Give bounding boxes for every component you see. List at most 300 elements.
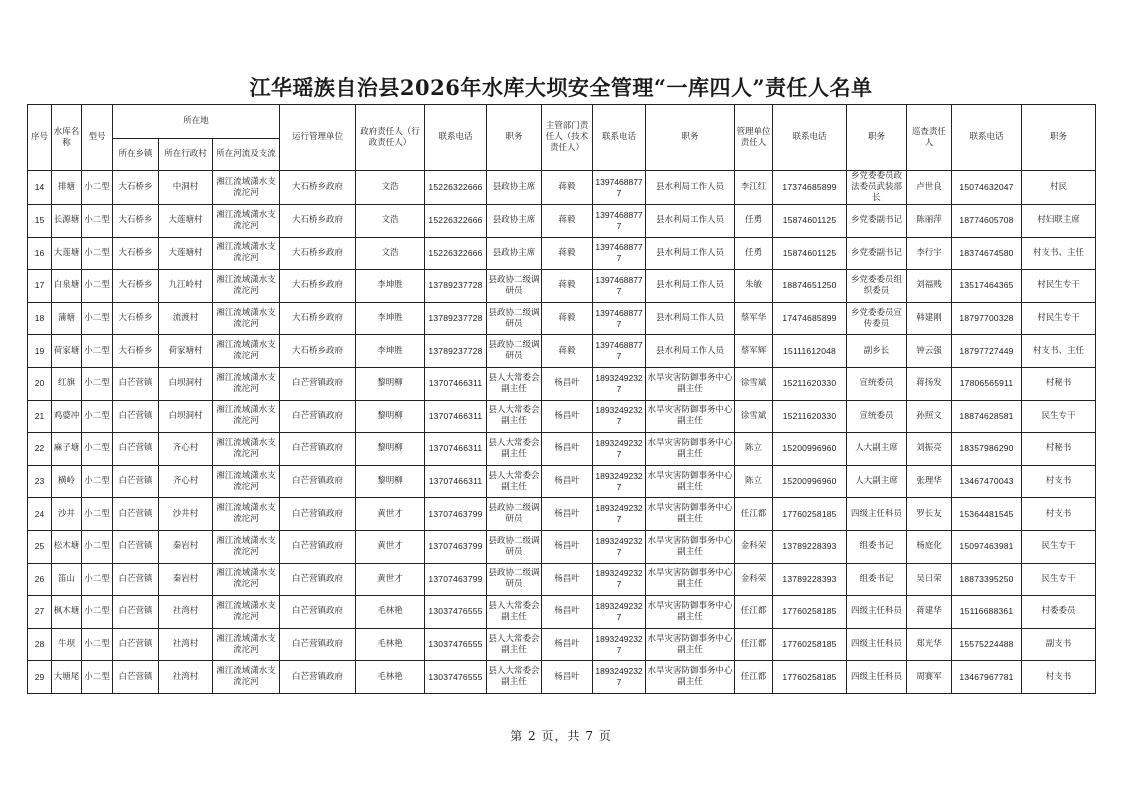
cell-mgmt-title: 人大副主席 [847,465,907,498]
page-footer: 第 2 页，共 7 页 [510,729,612,743]
cell-type: 小二型 [82,530,113,563]
cell-patrol-person: 刘振亮 [907,433,952,466]
cell-dept-phone: 13974688777 [593,335,646,368]
header-river: 所在河流及支流 [213,139,280,171]
header-operator: 运行管理单位 [280,105,356,171]
cell-reservoir-name: 长源塘 [52,205,82,238]
cell-mgmt-title: 副乡长 [847,335,907,368]
cell-gov-title: 县政协二级调研员 [487,270,542,303]
cell-mgmt-person: 徐雪斌 [735,367,773,400]
header-title-2: 职务 [646,105,735,171]
cell-seq: 18 [28,302,52,335]
cell-township: 白芒营镇 [113,628,159,661]
cell-patrol-phone: 18874628581 [952,400,1022,433]
cell-patrol-title: 村民生专干 [1022,302,1096,335]
cell-gov-phone: 15226322666 [425,237,487,270]
cell-dept-title: 水旱灾害防御事务中心副主任 [646,498,735,531]
cell-gov-person: 黎明柳 [356,433,425,466]
header-township: 所在乡镇 [113,139,159,171]
cell-dept-person: 杨昌叶 [542,530,593,563]
cell-village: 流渡村 [159,302,213,335]
cell-mgmt-person: 任勇 [735,237,773,270]
cell-gov-person: 黎明柳 [356,465,425,498]
cell-village: 社湾村 [159,661,213,694]
cell-operator: 白芒营镇政府 [280,400,356,433]
cell-mgmt-phone: 17760258185 [773,628,847,661]
cell-village: 社湾村 [159,596,213,629]
cell-gov-title: 县政协主席 [487,237,542,270]
cell-seq: 26 [28,563,52,596]
cell-patrol-title: 村妇联主席 [1022,205,1096,238]
cell-river: 湘江流域潇水支流沱河 [213,302,280,335]
table-row [28,171,1096,205]
cell-river: 湘江流域潇水支流沱河 [213,530,280,563]
cell-gov-phone: 13037476555 [425,628,487,661]
cell-type: 小二型 [82,205,113,238]
cell-dept-person: 蒋毅 [542,270,593,303]
cell-type: 小二型 [82,270,113,303]
cell-river: 湘江流域潇水支流沱河 [213,335,280,368]
cell-patrol-phone: 15116688361 [952,596,1022,629]
cell-village: 白坝洞村 [159,367,213,400]
cell-seq: 21 [28,400,52,433]
cell-mgmt-person: 任江都 [735,596,773,629]
cell-patrol-phone: 15074632047 [952,171,1022,205]
cell-gov-person: 李坤胜 [356,270,425,303]
cell-mgmt-person: 任江都 [735,661,773,694]
cell-type: 小二型 [82,237,113,270]
cell-mgmt-phone: 15211620330 [773,400,847,433]
cell-gov-person: 毛林艳 [356,661,425,694]
cell-type: 小二型 [82,367,113,400]
cell-patrol-title: 村民生专干 [1022,270,1096,303]
cell-patrol-phone: 17806565911 [952,367,1022,400]
table-row [28,596,1096,629]
cell-patrol-person: 杨庭化 [907,530,952,563]
cell-reservoir-name: 排塘 [52,171,82,205]
cell-village: 白坝洞村 [159,400,213,433]
cell-township: 大石桥乡 [113,237,159,270]
cell-dept-title: 水旱灾害防御事务中心副主任 [646,400,735,433]
responsibility-table [27,104,1096,694]
cell-dept-title: 县水利局工作人员 [646,270,735,303]
cell-village: 秦岩村 [159,530,213,563]
cell-river: 湘江流域潇水支流沱河 [213,465,280,498]
cell-township: 白芒营镇 [113,498,159,531]
header-village: 所在行政村 [159,139,213,171]
cell-type: 小二型 [82,400,113,433]
cell-gov-title: 县政协二级调研员 [487,563,542,596]
cell-type: 小二型 [82,335,113,368]
cell-reservoir-name: 大莲塘 [52,237,82,270]
cell-gov-phone: 13037476555 [425,661,487,694]
table-row [28,563,1096,596]
cell-mgmt-person: 金科荣 [735,530,773,563]
cell-type: 小二型 [82,433,113,466]
cell-dept-person: 杨昌叶 [542,596,593,629]
cell-patrol-phone: 18797700328 [952,302,1022,335]
cell-dept-title: 县水利局工作人员 [646,171,735,205]
cell-operator: 白芒营镇政府 [280,530,356,563]
cell-mgmt-person: 任勇 [735,205,773,238]
cell-dept-phone: 18932492327 [593,400,646,433]
header-gov-person: 政府责任人（行政责任人） [356,105,425,171]
cell-gov-person: 黄世才 [356,563,425,596]
cell-mgmt-title: 乡党委委员组织委员 [847,270,907,303]
cell-village: 大莲塘村 [159,205,213,238]
cell-mgmt-phone: 15200996960 [773,465,847,498]
cell-mgmt-phone: 13789228393 [773,530,847,563]
cell-patrol-person: 罗长友 [907,498,952,531]
cell-patrol-person: 蒋建华 [907,596,952,629]
cell-patrol-person: 郑光华 [907,628,952,661]
cell-river: 湘江流域潇水支流沱河 [213,563,280,596]
cell-operator: 大石桥乡政府 [280,205,356,238]
cell-river: 湘江流域潇水支流沱河 [213,596,280,629]
cell-gov-person: 黎明柳 [356,367,425,400]
cell-mgmt-phone: 15874601125 [773,205,847,238]
cell-type: 小二型 [82,628,113,661]
cell-mgmt-title: 宣统委员 [847,367,907,400]
cell-mgmt-person: 朱敏 [735,270,773,303]
header-title-4: 职务 [1022,105,1096,171]
cell-dept-phone: 18932492327 [593,628,646,661]
cell-gov-person: 黄世才 [356,530,425,563]
header-phone-4: 联系电话 [952,105,1022,171]
cell-operator: 白芒营镇政府 [280,661,356,694]
table-row [28,400,1096,433]
cell-type: 小二型 [82,596,113,629]
cell-mgmt-phone: 15200996960 [773,433,847,466]
cell-dept-phone: 18932492327 [593,596,646,629]
table-row [28,205,1096,238]
table-row [28,270,1096,303]
cell-dept-title: 水旱灾害防御事务中心副主任 [646,530,735,563]
header-phone-3: 联系电话 [773,105,847,171]
cell-operator: 白芒营镇政府 [280,596,356,629]
header-patrol-person: 巡查责任人 [907,105,952,171]
cell-mgmt-person: 陈立 [735,433,773,466]
cell-village: 社湾村 [159,628,213,661]
header-reservoir-name: 水库名称 [52,105,82,171]
cell-township: 白芒营镇 [113,400,159,433]
cell-mgmt-phone: 15874601125 [773,237,847,270]
cell-seq: 16 [28,237,52,270]
cell-operator: 白芒营镇政府 [280,628,356,661]
cell-mgmt-phone: 17760258185 [773,596,847,629]
cell-gov-title: 县政协主席 [487,205,542,238]
cell-dept-person: 蒋毅 [542,237,593,270]
cell-gov-phone: 13707466311 [425,465,487,498]
cell-gov-title: 县政协二级调研员 [487,498,542,531]
cell-gov-title: 县人大常委会副主任 [487,465,542,498]
cell-dept-phone: 18932492327 [593,433,646,466]
cell-operator: 大石桥乡政府 [280,335,356,368]
cell-dept-title: 县水利局工作人员 [646,335,735,368]
cell-mgmt-phone: 17374685899 [773,171,847,205]
cell-village: 中洞村 [159,171,213,205]
cell-mgmt-phone: 15111612048 [773,335,847,368]
cell-river: 湘江流域潇水支流沱河 [213,498,280,531]
table-row [28,628,1096,661]
cell-dept-title: 水旱灾害防御事务中心副主任 [646,433,735,466]
cell-seq: 19 [28,335,52,368]
cell-type: 小二型 [82,465,113,498]
cell-patrol-phone: 15097463981 [952,530,1022,563]
cell-seq: 24 [28,498,52,531]
cell-patrol-phone: 18797727449 [952,335,1022,368]
cell-type: 小二型 [82,498,113,531]
cell-dept-phone: 18932492327 [593,367,646,400]
cell-operator: 大石桥乡政府 [280,270,356,303]
cell-seq: 27 [28,596,52,629]
cell-gov-person: 毛林艳 [356,596,425,629]
cell-reservoir-name: 横岭 [52,465,82,498]
cell-dept-phone: 18932492327 [593,498,646,531]
cell-reservoir-name: 牛坝 [52,628,82,661]
table-row [28,530,1096,563]
cell-mgmt-person: 陈立 [735,465,773,498]
cell-dept-phone: 13974688777 [593,270,646,303]
cell-mgmt-person: 徐雪斌 [735,400,773,433]
cell-reservoir-name: 红旗 [52,367,82,400]
header-phone-1: 联系电话 [425,105,487,171]
cell-gov-phone: 13707463799 [425,563,487,596]
cell-mgmt-phone: 17760258185 [773,661,847,694]
cell-gov-title: 县人大常委会副主任 [487,628,542,661]
cell-village: 沙井村 [159,498,213,531]
cell-dept-person: 杨昌叶 [542,400,593,433]
cell-dept-phone: 18932492327 [593,563,646,596]
cell-type: 小二型 [82,563,113,596]
cell-dept-person: 蒋毅 [542,302,593,335]
cell-type: 小二型 [82,171,113,205]
cell-dept-person: 杨昌叶 [542,433,593,466]
cell-patrol-phone: 15575224488 [952,628,1022,661]
cell-dept-person: 杨昌叶 [542,367,593,400]
cell-patrol-person: 陈丽萍 [907,205,952,238]
cell-township: 大石桥乡 [113,302,159,335]
cell-dept-person: 杨昌叶 [542,563,593,596]
cell-dept-person: 杨昌叶 [542,465,593,498]
cell-dept-phone: 13974688777 [593,171,646,205]
cell-gov-person: 文浩 [356,205,425,238]
cell-township: 白芒营镇 [113,367,159,400]
cell-reservoir-name: 大塘尾 [52,661,82,694]
cell-mgmt-title: 组委书记 [847,530,907,563]
header-seq: 序号 [28,105,52,171]
cell-gov-phone: 13707466311 [425,433,487,466]
header-title-3: 职务 [847,105,907,171]
cell-gov-person: 黎明柳 [356,400,425,433]
cell-reservoir-name: 鸡婆冲 [52,400,82,433]
cell-patrol-title: 民生专干 [1022,400,1096,433]
cell-patrol-person: 吴日荣 [907,563,952,596]
cell-village: 九江岭村 [159,270,213,303]
cell-dept-phone: 13974688777 [593,302,646,335]
cell-patrol-phone: 13467470043 [952,465,1022,498]
cell-patrol-title: 村支书 [1022,661,1096,694]
cell-seq: 28 [28,628,52,661]
cell-reservoir-name: 蒲塘 [52,302,82,335]
header-phone-2: 联系电话 [593,105,646,171]
table-row [28,237,1096,270]
cell-mgmt-phone: 18874651250 [773,270,847,303]
cell-seq: 23 [28,465,52,498]
cell-township: 大石桥乡 [113,205,159,238]
cell-township: 白芒营镇 [113,433,159,466]
cell-patrol-person: 周赛军 [907,661,952,694]
cell-patrol-phone: 18357986290 [952,433,1022,466]
cell-dept-title: 水旱灾害防御事务中心副主任 [646,661,735,694]
header-type: 型号 [82,105,113,171]
cell-township: 白芒营镇 [113,465,159,498]
header-title-1: 职务 [487,105,542,171]
cell-township: 白芒营镇 [113,596,159,629]
cell-mgmt-person: 蔡军辉 [735,335,773,368]
cell-reservoir-name: 枫木塘 [52,596,82,629]
cell-gov-phone: 13789237728 [425,335,487,368]
cell-river: 湘江流域潇水支流沱河 [213,628,280,661]
cell-gov-phone: 13707466311 [425,400,487,433]
cell-patrol-person: 韩建刚 [907,302,952,335]
cell-operator: 大石桥乡政府 [280,237,356,270]
cell-dept-title: 水旱灾害防御事务中心副主任 [646,628,735,661]
cell-mgmt-title: 乡党委委员政法委员武装部长 [847,171,907,205]
cell-mgmt-title: 四级主任科员 [847,661,907,694]
cell-dept-phone: 13974688777 [593,237,646,270]
cell-seq: 29 [28,661,52,694]
cell-operator: 大石桥乡政府 [280,171,356,205]
cell-seq: 15 [28,205,52,238]
cell-river: 湘江流域潇水支流沱河 [213,400,280,433]
cell-mgmt-title: 四级主任科员 [847,628,907,661]
cell-dept-title: 县水利局工作人员 [646,302,735,335]
cell-dept-person: 杨昌叶 [542,498,593,531]
cell-dept-phone: 18932492327 [593,465,646,498]
cell-river: 湘江流域潇水支流沱河 [213,367,280,400]
cell-mgmt-phone: 17474685899 [773,302,847,335]
cell-dept-title: 水旱灾害防御事务中心副主任 [646,563,735,596]
cell-gov-title: 县人大常委会副主任 [487,433,542,466]
table-row [28,335,1096,368]
cell-patrol-title: 村民 [1022,171,1096,205]
table-row [28,367,1096,400]
cell-patrol-title: 村秘书 [1022,433,1096,466]
cell-reservoir-name: 荷家塘 [52,335,82,368]
cell-type: 小二型 [82,661,113,694]
cell-patrol-phone: 18774605708 [952,205,1022,238]
cell-patrol-title: 村委委员 [1022,596,1096,629]
cell-patrol-title: 村秘书 [1022,367,1096,400]
cell-gov-title: 县人大常委会副主任 [487,367,542,400]
cell-gov-phone: 13707463799 [425,498,487,531]
cell-dept-person: 杨昌叶 [542,661,593,694]
cell-reservoir-name: 笛山 [52,563,82,596]
header-location: 所在地 [113,105,280,139]
table-row [28,302,1096,335]
cell-seq: 22 [28,433,52,466]
cell-gov-title: 县政协二级调研员 [487,530,542,563]
cell-gov-title: 县人大常委会副主任 [487,596,542,629]
table-row [28,661,1096,694]
cell-reservoir-name: 麻子塘 [52,433,82,466]
table-body [28,171,1096,694]
cell-gov-person: 文浩 [356,171,425,205]
cell-seq: 17 [28,270,52,303]
cell-gov-phone: 15226322666 [425,205,487,238]
cell-township: 大石桥乡 [113,270,159,303]
cell-gov-title: 县人大常委会副主任 [487,661,542,694]
cell-operator: 白芒营镇政府 [280,563,356,596]
cell-mgmt-title: 乡党委副书记 [847,237,907,270]
cell-patrol-person: 蒋扬发 [907,367,952,400]
cell-mgmt-phone: 17760258185 [773,498,847,531]
cell-patrol-person: 钟云强 [907,335,952,368]
cell-gov-title: 县政协主席 [487,171,542,205]
cell-gov-phone: 13037476555 [425,596,487,629]
cell-dept-phone: 13974688777 [593,205,646,238]
cell-gov-phone: 13789237728 [425,270,487,303]
cell-patrol-phone: 18374674580 [952,237,1022,270]
cell-mgmt-title: 人大副主席 [847,433,907,466]
cell-mgmt-person: 金科荣 [735,563,773,596]
cell-village: 荷家塘村 [159,335,213,368]
cell-patrol-phone: 13467967781 [952,661,1022,694]
cell-patrol-phone: 18873395250 [952,563,1022,596]
cell-dept-person: 杨昌叶 [542,628,593,661]
cell-seq: 25 [28,530,52,563]
cell-mgmt-title: 四级主任科员 [847,596,907,629]
cell-village: 大莲塘村 [159,237,213,270]
cell-dept-title: 水旱灾害防御事务中心副主任 [646,367,735,400]
cell-dept-person: 蒋毅 [542,205,593,238]
cell-township: 大石桥乡 [113,335,159,368]
cell-mgmt-phone: 15211620330 [773,367,847,400]
cell-patrol-title: 村支书、主任 [1022,335,1096,368]
cell-mgmt-title: 宣统委员 [847,400,907,433]
cell-operator: 大石桥乡政府 [280,302,356,335]
cell-patrol-phone: 15364481545 [952,498,1022,531]
document-title: 江华瑶族自治县2026年水库大坝安全管理“一库四人”责任人名单 [249,75,873,100]
cell-patrol-person: 卢世良 [907,171,952,205]
cell-patrol-title: 民生专干 [1022,530,1096,563]
cell-river: 湘江流域潇水支流沱河 [213,237,280,270]
cell-gov-person: 黄世才 [356,498,425,531]
cell-seq: 14 [28,171,52,205]
cell-gov-title: 县政协二级调研员 [487,335,542,368]
cell-type: 小二型 [82,302,113,335]
cell-gov-phone: 15226322666 [425,171,487,205]
cell-river: 湘江流域潇水支流沱河 [213,205,280,238]
cell-dept-phone: 18932492327 [593,661,646,694]
cell-dept-title: 县水利局工作人员 [646,205,735,238]
table-row [28,465,1096,498]
cell-mgmt-title: 组委书记 [847,563,907,596]
cell-patrol-person: 张理华 [907,465,952,498]
cell-operator: 白芒营镇政府 [280,498,356,531]
cell-mgmt-person: 任江都 [735,498,773,531]
cell-dept-phone: 18932492327 [593,530,646,563]
table-row [28,498,1096,531]
cell-township: 白芒营镇 [113,530,159,563]
cell-river: 湘江流域潇水支流沱河 [213,661,280,694]
cell-river: 湘江流域潇水支流沱河 [213,433,280,466]
cell-township: 白芒营镇 [113,661,159,694]
cell-gov-phone: 13707466311 [425,367,487,400]
cell-river: 湘江流域潇水支流沱河 [213,171,280,205]
cell-mgmt-title: 乡党委副书记 [847,205,907,238]
